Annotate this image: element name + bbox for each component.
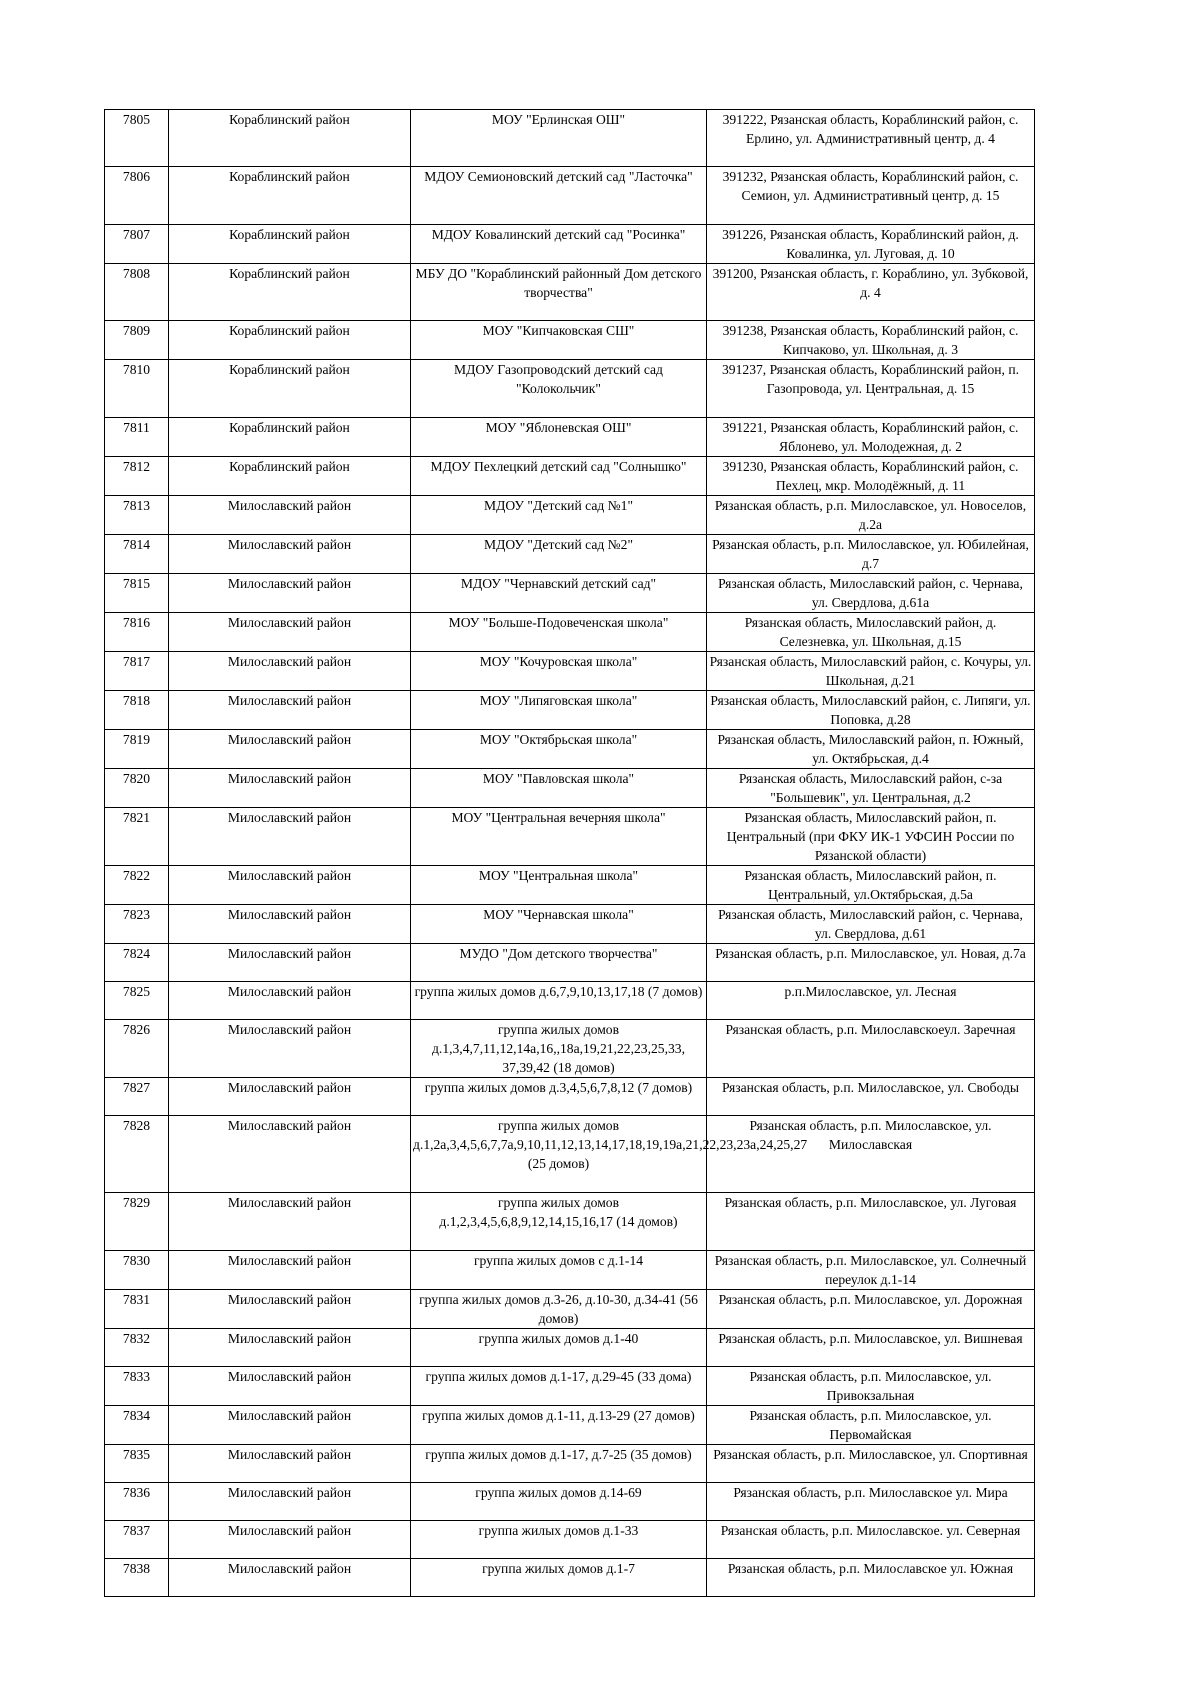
- address-cell: Рязанская область, р.п. Милославское, ул. Спортивная: [707, 1445, 1035, 1483]
- row-number: 7838: [105, 1559, 169, 1597]
- row-number: 7820: [105, 769, 169, 808]
- organization-cell: МОУ "Октябрьская школа": [411, 730, 707, 769]
- table-row: [105, 1329, 1035, 1367]
- organization-cell: МОУ "Кочуровская школа": [411, 652, 707, 691]
- district-cell: Милославский район: [169, 982, 411, 1020]
- address-cell: Рязанская область, р.п. Милославское, ул. Солнечный переулок д.1-14: [707, 1251, 1035, 1290]
- table-row: [105, 1193, 1035, 1251]
- district-cell: Милославский район: [169, 1078, 411, 1116]
- table-row: [105, 167, 1035, 225]
- address-cell: 391222, Рязанская область, Кораблинский район, с. Ерлино, ул. Административный центр, д. 4: [707, 110, 1035, 167]
- row-number: 7835: [105, 1445, 169, 1483]
- table-row: [105, 457, 1035, 496]
- district-cell: Милославский район: [169, 944, 411, 982]
- district-cell: Милославский район: [169, 1193, 411, 1251]
- table-row: [105, 535, 1035, 574]
- address-cell: Рязанская область, р.п. Милославское, ул. Дорожная: [707, 1290, 1035, 1329]
- address-cell: Рязанская область, р.п. Милославское, ул. Новоселов, д.2а: [707, 496, 1035, 535]
- table-row: [105, 808, 1035, 866]
- table-row: [105, 1116, 1035, 1193]
- district-cell: Кораблинский район: [169, 418, 411, 457]
- row-number: 7829: [105, 1193, 169, 1251]
- organization-cell: МОУ "Яблоневская ОШ": [411, 418, 707, 457]
- organization-cell: группа жилых домов д.3,4,5,6,7,8,12 (7 домов): [411, 1078, 707, 1116]
- organization-cell: МОУ "Центральная школа": [411, 866, 707, 905]
- address-cell: Рязанская область, р.п. Милославское ул. Южная: [707, 1559, 1035, 1597]
- table-row: [105, 225, 1035, 264]
- district-cell: Милославский район: [169, 1445, 411, 1483]
- table-row: [105, 1078, 1035, 1116]
- district-cell: Кораблинский район: [169, 110, 411, 167]
- row-number: 7814: [105, 535, 169, 574]
- address-cell: Рязанская область, р.п. Милославское, ул. Луговая: [707, 1193, 1035, 1251]
- row-number: 7817: [105, 652, 169, 691]
- table-row: [105, 418, 1035, 457]
- organization-cell: группа жилых домов д.1,2,3,4,5,6,8,9,12,14,15,16,17 (14 домов): [411, 1193, 707, 1251]
- district-cell: Милославский район: [169, 535, 411, 574]
- row-number: 7813: [105, 496, 169, 535]
- address-cell: Рязанская область, Милославский район, с. Липяги, ул. Поповка, д.28: [707, 691, 1035, 730]
- district-cell: Кораблинский район: [169, 360, 411, 418]
- address-cell: Рязанская область, р.п. Милославское ул. Мира: [707, 1483, 1035, 1521]
- row-number: 7816: [105, 613, 169, 652]
- table-row: [105, 1406, 1035, 1445]
- address-table: [104, 109, 1035, 1597]
- table-row: [105, 1290, 1035, 1329]
- district-cell: Милославский район: [169, 574, 411, 613]
- address-cell: Рязанская область, Милославский район, п. Центральный, ул.Октябрьская, д.5а: [707, 866, 1035, 905]
- address-cell: Рязанская область, р.п. Милославское, ул. Первомайская: [707, 1406, 1035, 1445]
- district-cell: Милославский район: [169, 1020, 411, 1078]
- table-row: [105, 730, 1035, 769]
- row-number: 7807: [105, 225, 169, 264]
- table-row: [105, 360, 1035, 418]
- address-cell: Рязанская область, р.п. Милославское, ул. Милославская: [707, 1116, 1035, 1193]
- table-row: [105, 1367, 1035, 1406]
- district-cell: Милославский район: [169, 652, 411, 691]
- organization-cell: МДОУ Пехлецкий детский сад "Солнышко": [411, 457, 707, 496]
- organization-cell: МДОУ Газопроводский детский сад "Колокольчик": [411, 360, 707, 418]
- row-number: 7812: [105, 457, 169, 496]
- table-row: [105, 1251, 1035, 1290]
- table-row: [105, 1020, 1035, 1078]
- table-row: [105, 110, 1035, 167]
- table-row: [105, 769, 1035, 808]
- address-cell: 391230, Рязанская область, Кораблинский район, с. Пехлец, мкр. Молодёжный, д. 11: [707, 457, 1035, 496]
- row-number: 7811: [105, 418, 169, 457]
- table-row: [105, 1559, 1035, 1597]
- row-number: 7824: [105, 944, 169, 982]
- organization-cell: группа жилых домов д.1-33: [411, 1521, 707, 1559]
- organization-cell: МУДО "Дом детского творчества": [411, 944, 707, 982]
- table-row: [105, 496, 1035, 535]
- organization-cell: группа жилых домов д.3-26, д.10-30, д.34-41 (56 домов): [411, 1290, 707, 1329]
- address-cell: 391200, Рязанская область, г. Кораблино, ул. Зубковой, д. 4: [707, 264, 1035, 321]
- address-cell: 391232, Рязанская область, Кораблинский район, с. Семион, ул. Административный центр, д. 15: [707, 167, 1035, 225]
- table-row: [105, 1483, 1035, 1521]
- organization-cell: МДОУ "Чернавский детский сад": [411, 574, 707, 613]
- district-cell: Кораблинский район: [169, 225, 411, 264]
- district-cell: Милославский район: [169, 866, 411, 905]
- table-row: [105, 982, 1035, 1020]
- district-cell: Кораблинский район: [169, 264, 411, 321]
- address-cell: Рязанская область, р.п. Милославское. ул. Северная: [707, 1521, 1035, 1559]
- organization-cell: МОУ "Павловская школа": [411, 769, 707, 808]
- address-cell: р.п.Милославское, ул. Лесная: [707, 982, 1035, 1020]
- district-cell: Милославский район: [169, 808, 411, 866]
- row-number: 7809: [105, 321, 169, 360]
- district-cell: Кораблинский район: [169, 167, 411, 225]
- organization-cell: группа жилых домов с д.1-14: [411, 1251, 707, 1290]
- table-row: [105, 1521, 1035, 1559]
- address-cell: Рязанская область, Милославский район, с. Кочуры, ул. Школьная, д.21: [707, 652, 1035, 691]
- address-cell: 391221, Рязанская область, Кораблинский район, с. Яблонево, ул. Молодежная, д. 2: [707, 418, 1035, 457]
- row-number: 7822: [105, 866, 169, 905]
- organization-cell: группа жилых домов д.1-40: [411, 1329, 707, 1367]
- district-cell: Милославский район: [169, 1367, 411, 1406]
- address-cell: Рязанская область, р.п. Милославскоеул. Заречная: [707, 1020, 1035, 1078]
- address-cell: Рязанская область, Милославский район, п. Южный, ул. Октябрьская, д.4: [707, 730, 1035, 769]
- address-cell: 391238, Рязанская область, Кораблинский район, с. Кипчаково, ул. Школьная, д. 3: [707, 321, 1035, 360]
- row-number: 7825: [105, 982, 169, 1020]
- row-number: 7808: [105, 264, 169, 321]
- district-cell: Кораблинский район: [169, 321, 411, 360]
- district-cell: Милославский район: [169, 496, 411, 535]
- row-number: 7832: [105, 1329, 169, 1367]
- address-cell: Рязанская область, Милославский район, д. Селезневка, ул. Школьная, д.15: [707, 613, 1035, 652]
- organization-cell: группа жилых домов д.1-17, д.29-45 (33 дома): [411, 1367, 707, 1406]
- organization-cell: группа жилых домов д.1,2а,3,4,5,6,7,7а,9,10,11,12,13,14,17,18,19,19а,21,22,23,23а,24,25,27 (25 домов): [411, 1116, 707, 1193]
- district-cell: Милославский район: [169, 769, 411, 808]
- organization-cell: группа жилых домов д.1,3,4,7,11,12,14а,16,,18а,19,21,22,23,25,33, 37,39,42 (18 домов): [411, 1020, 707, 1078]
- organization-cell: МДОУ "Детский сад №2": [411, 535, 707, 574]
- row-number: 7815: [105, 574, 169, 613]
- address-cell: Рязанская область, р.п. Милославское, ул. Юбилейная, д.7: [707, 535, 1035, 574]
- table-row: [105, 691, 1035, 730]
- row-number: 7830: [105, 1251, 169, 1290]
- row-number: 7819: [105, 730, 169, 769]
- table-row: [105, 944, 1035, 982]
- district-cell: Милославский район: [169, 1290, 411, 1329]
- district-cell: Милославский район: [169, 1329, 411, 1367]
- address-cell: Рязанская область, Милославский район, п. Центральный (при ФКУ ИК-1 УФСИН России по Рязанской области): [707, 808, 1035, 866]
- row-number: 7810: [105, 360, 169, 418]
- address-cell: Рязанская область, Милославский район, с. Чернава, ул. Свердлова, д.61: [707, 905, 1035, 944]
- organization-cell: МБУ ДО "Кораблинский районный Дом детского творчества": [411, 264, 707, 321]
- table-row: [105, 905, 1035, 944]
- address-cell: Рязанская область, Милославский район, с-за "Большевик", ул. Центральная, д.2: [707, 769, 1035, 808]
- row-number: 7818: [105, 691, 169, 730]
- organization-cell: МОУ "Кипчаковская СШ": [411, 321, 707, 360]
- district-cell: Милославский район: [169, 1406, 411, 1445]
- organization-cell: МОУ "Чернавская школа": [411, 905, 707, 944]
- organization-cell: МДОУ Ковалинский детский сад "Росинка": [411, 225, 707, 264]
- row-number: 7834: [105, 1406, 169, 1445]
- table-row: [105, 321, 1035, 360]
- table-row: [105, 264, 1035, 321]
- organization-cell: группа жилых домов д.1-7: [411, 1559, 707, 1597]
- row-number: 7837: [105, 1521, 169, 1559]
- table-row: [105, 652, 1035, 691]
- district-cell: Милославский район: [169, 613, 411, 652]
- table-row: [105, 574, 1035, 613]
- district-cell: Милославский район: [169, 1251, 411, 1290]
- row-number: 7823: [105, 905, 169, 944]
- address-cell: 391237, Рязанская область, Кораблинский район, п. Газопровода, ул. Центральная, д. 15: [707, 360, 1035, 418]
- district-cell: Милославский район: [169, 905, 411, 944]
- district-cell: Милославский район: [169, 1559, 411, 1597]
- row-number: 7831: [105, 1290, 169, 1329]
- district-cell: Милославский район: [169, 730, 411, 769]
- row-number: 7833: [105, 1367, 169, 1406]
- table-row: [105, 866, 1035, 905]
- organization-cell: группа жилых домов д.1-17, д.7-25 (35 домов): [411, 1445, 707, 1483]
- organization-cell: МДОУ "Детский сад №1": [411, 496, 707, 535]
- organization-cell: группа жилых домов д.1-11, д.13-29 (27 домов): [411, 1406, 707, 1445]
- district-cell: Милославский район: [169, 691, 411, 730]
- row-number: 7826: [105, 1020, 169, 1078]
- table-body: [105, 110, 1035, 1597]
- district-cell: Милославский район: [169, 1483, 411, 1521]
- organization-cell: МОУ "Центральная вечерняя школа": [411, 808, 707, 866]
- table-row: [105, 1445, 1035, 1483]
- row-number: 7821: [105, 808, 169, 866]
- organization-cell: МОУ "Ерлинская ОШ": [411, 110, 707, 167]
- address-cell: Рязанская область, р.п. Милославское, ул. Привокзальная: [707, 1367, 1035, 1406]
- district-cell: Милославский район: [169, 1521, 411, 1559]
- organization-cell: МОУ "Больше-Подовеченская школа": [411, 613, 707, 652]
- row-number: 7805: [105, 110, 169, 167]
- table-row: [105, 613, 1035, 652]
- organization-cell: МОУ "Липяговская школа": [411, 691, 707, 730]
- organization-cell: МДОУ Семионовский детский сад "Ласточка": [411, 167, 707, 225]
- row-number: 7827: [105, 1078, 169, 1116]
- address-cell: Рязанская область, р.п. Милославское, ул. Вишневая: [707, 1329, 1035, 1367]
- row-number: 7836: [105, 1483, 169, 1521]
- row-number: 7806: [105, 167, 169, 225]
- organization-cell: группа жилых домов д.6,7,9,10,13,17,18 (7 домов): [411, 982, 707, 1020]
- district-cell: Кораблинский район: [169, 457, 411, 496]
- organization-cell: группа жилых домов д.14-69: [411, 1483, 707, 1521]
- address-cell: Рязанская область, р.п. Милославское, ул. Новая, д.7а: [707, 944, 1035, 982]
- address-cell: Рязанская область, Милославский район, с. Чернава, ул. Свердлова, д.61а: [707, 574, 1035, 613]
- address-cell: Рязанская область, р.п. Милославское, ул. Свободы: [707, 1078, 1035, 1116]
- row-number: 7828: [105, 1116, 169, 1193]
- district-cell: Милославский район: [169, 1116, 411, 1193]
- address-cell: 391226, Рязанская область, Кораблинский район, д. Ковалинка, ул. Луговая, д. 10: [707, 225, 1035, 264]
